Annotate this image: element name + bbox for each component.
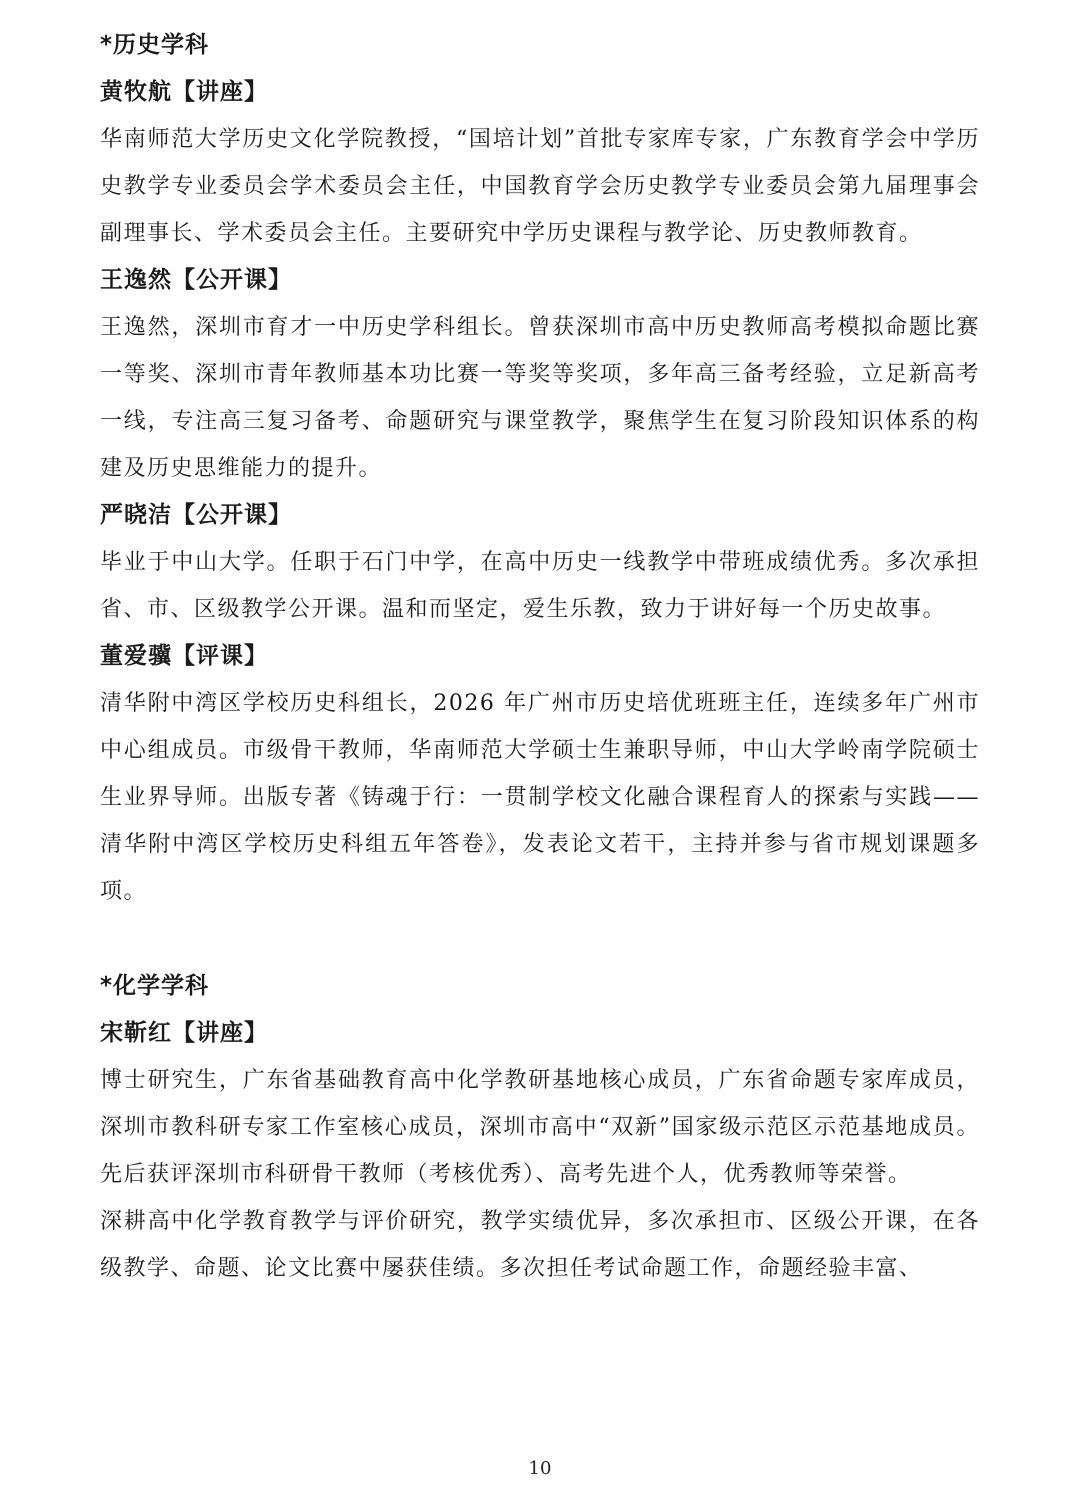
person-bio: 华南师范大学历史文化学院教授，“国培计划”首批专家库专家，广东教育学会中学历史教学专业委员会学术委员会主任，中国教育学会历史教学专业委员会第九届理事会副理事长、学术委员会主任。主要研究中学历史课程与教学论、历史教师教育。 <box>100 127 980 246</box>
person-heading: 严晓洁【公开课】 <box>100 502 292 528</box>
person-heading: 宋靳红【讲座】 <box>100 1020 268 1046</box>
person-heading: 董爱骥【评课】 <box>100 643 268 669</box>
section-chemistry <box>100 963 980 1292</box>
section-history <box>100 22 980 915</box>
section-title: *历史学科 <box>100 32 210 58</box>
person-entry <box>100 633 980 915</box>
person-bio: 深耕高中化学教育教学与评价研究，教学实绩优异，多次承担市、区级公开课，在各级教学、命题、论文比赛中屡获佳绩。多次担任考试命题工作，命题经验丰富、 <box>100 1209 980 1281</box>
section-title: *化学学科 <box>100 973 210 999</box>
person-entry <box>100 69 980 257</box>
person-bio: 王逸然，深圳市育才一中历史学科组长。曾获深圳市高中历史教师高考模拟命题比赛一等奖、深圳市青年教师基本功比赛一等奖等奖项，多年高三备考经验，立足新高考一线，专注高三复习备考、命题研究与课堂教学，聚焦学生在复习阶段知识体系的构建及历史思维能力的提升。 <box>100 315 980 481</box>
person-bio: 博士研究生，广东省基础教育高中化学教研基地核心成员，广东省命题专家库成员，深圳市教科研专家工作室核心成员，深圳市高中“双新”国家级示范区示范基地成员。先后获评深圳市科研骨干教师（考核优秀）、高考先进个人，优秀教师等荣誉。 <box>100 1068 980 1187</box>
document-page <box>100 22 980 1292</box>
person-entry <box>100 1010 980 1292</box>
page-number: 10 <box>528 1458 552 1479</box>
person-heading: 王逸然【公开课】 <box>100 267 292 293</box>
person-bio: 清华附中湾区学校历史科组长，2026 年广州市历史培优班班主任，连续多年广州市中心组成员。市级骨干教师，华南师范大学硕士生兼职导师，中山大学岭南学院硕士生业界导师。出版专著《铸魂于行：一贯制学校文化融合课程育人的探索与实践——清华附中湾区学校历史科组五年答卷》，发表论文若干，主持并参与省市规划课题多项。 <box>100 691 980 904</box>
person-entry <box>100 492 980 633</box>
person-heading: 黄牧航【讲座】 <box>100 79 268 105</box>
person-bio: 毕业于中山大学。任职于石门中学，在高中历史一线教学中带班成绩优秀。多次承担省、市、区级教学公开课。温和而坚定，爱生乐教，致力于讲好每一个历史故事。 <box>100 550 980 622</box>
person-entry <box>100 257 980 492</box>
